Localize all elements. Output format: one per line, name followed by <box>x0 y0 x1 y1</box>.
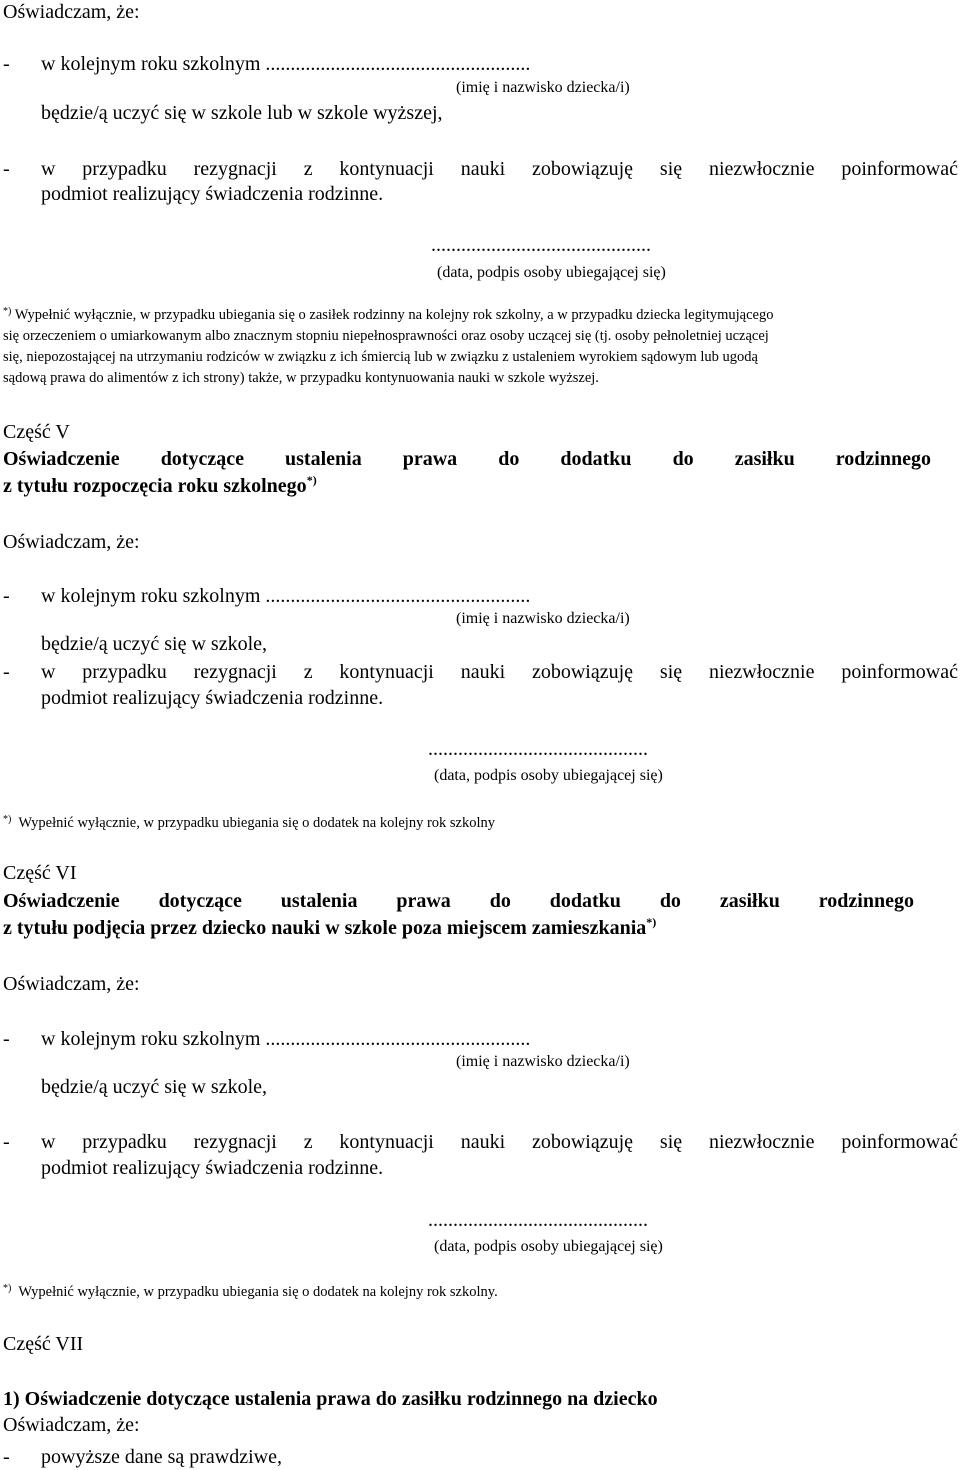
word: w <box>41 1131 56 1153</box>
declaration-intro: Oświadczam, że: <box>3 531 140 553</box>
signature-dots: ............................................ <box>428 738 648 760</box>
word: rezygnacji <box>193 1131 277 1153</box>
word: do <box>672 448 694 470</box>
word: nauki <box>460 1131 506 1153</box>
word: zasiłku <box>734 448 795 470</box>
word: z <box>303 661 313 683</box>
footnote <box>3 305 774 325</box>
section-heading: Część V <box>3 421 70 443</box>
word: poinformować <box>841 158 958 180</box>
footnote-text: Wypełnić wyłącznie, w przypadku ubiegania się o dodatek na kolejny rok szkolny <box>18 815 496 831</box>
word: się <box>659 661 683 683</box>
word: do <box>498 448 520 470</box>
word: ustalenia <box>285 448 362 470</box>
footnote <box>3 1282 498 1302</box>
word: kontynuacji <box>339 1131 434 1153</box>
footnote <box>3 813 495 833</box>
word: nauki <box>460 158 506 180</box>
resignation-statement <box>41 157 958 181</box>
word: przypadku <box>82 661 167 683</box>
word: prawa <box>402 448 458 470</box>
word: do <box>659 890 681 912</box>
school-year-line: w kolejnym roku szkolnym ..................................................... <box>41 1028 531 1050</box>
child-name-caption: (imię i nazwisko dziecka/i) <box>456 610 630 627</box>
section-heading: Część VII <box>3 1333 84 1355</box>
list-dash: - <box>3 1446 10 1468</box>
signature-caption: (data, podpis osoby ubiegającej się) <box>437 264 666 281</box>
section-title: 1) Oświadczenie dotyczące ustalenia prawa do zasiłku rodzinnego na dziecko <box>3 1388 658 1410</box>
word: prawa <box>396 890 451 912</box>
attendance-statement: będzie/ą uczyć się w szkole lub w szkole wyższej, <box>41 102 443 124</box>
word: rodzinnego <box>835 448 931 470</box>
list-dash: - <box>3 1028 10 1050</box>
word: zobowiązuję <box>531 661 634 683</box>
footnote-marker: *) <box>3 1283 12 1294</box>
word: poinformować <box>841 661 958 683</box>
resignation-statement-cont: podmiot realizujący świadczenia rodzinne. <box>41 183 384 205</box>
signature-caption: (data, podpis osoby ubiegającej się) <box>434 1238 663 1255</box>
list-dash: - <box>3 661 10 683</box>
word: kontynuacji <box>339 661 434 683</box>
declaration-intro: Oświadczam, że: <box>3 1 140 23</box>
word: rodzinnego <box>818 890 914 912</box>
word: rezygnacji <box>193 661 277 683</box>
word: zasiłku <box>719 890 780 912</box>
word: przypadku <box>82 1131 167 1153</box>
signature-caption: (data, podpis osoby ubiegającej się) <box>434 767 663 784</box>
footnote-line: Wypełnić wyłącznie, w przypadku ubiegania się o zasiłek rodzinny na kolejny rok szkolny, a w przypadku dziecka legitymującego <box>14 307 774 323</box>
school-year-line: w kolejnym roku szkolnym ..................................................... <box>41 53 531 75</box>
declaration-intro: Oświadczam, że: <box>3 973 140 995</box>
footnote-text: Wypełnić wyłącznie, w przypadku ubiegania się o dodatek na kolejny rok szkolny. <box>18 1284 498 1300</box>
child-name-caption: (imię i nazwisko dziecka/i) <box>456 79 630 96</box>
list-dash: - <box>3 158 10 180</box>
resignation-statement <box>41 1130 958 1154</box>
word: przypadku <box>82 158 167 180</box>
attendance-statement: będzie/ą uczyć się w szkole, <box>41 1076 268 1098</box>
section-title-cont: z tytułu rozpoczęcia roku szkolnego*) <box>3 473 317 497</box>
word: rezygnacji <box>193 158 277 180</box>
section-title <box>3 889 914 913</box>
list-dash: - <box>3 53 10 75</box>
word: z <box>303 1131 313 1153</box>
footnote-marker: *) <box>306 473 317 487</box>
resignation-statement-cont: podmiot realizujący świadczenia rodzinne. <box>41 1157 384 1179</box>
word: dodatku <box>549 890 621 912</box>
child-name-caption: (imię i nazwisko dziecka/i) <box>456 1053 630 1070</box>
word: Oświadczenie <box>3 448 120 470</box>
section-title <box>3 447 931 471</box>
word: ustalenia <box>280 890 358 912</box>
resignation-statement <box>41 660 958 684</box>
word: niezwłocznie <box>708 661 815 683</box>
word: się <box>659 158 683 180</box>
word: do <box>489 890 511 912</box>
list-item: powyższe dane są prawdziwe, <box>41 1446 283 1468</box>
word: nauki <box>460 661 506 683</box>
word: niezwłocznie <box>708 1131 815 1153</box>
word: niezwłocznie <box>708 158 815 180</box>
attendance-statement: będzie/ą uczyć się w szkole, <box>41 633 268 655</box>
list-dash: - <box>3 1131 10 1153</box>
list-dash: - <box>3 585 10 607</box>
footnote-line: sądową prawa do alimentów z ich strony) także, w przypadku kontynuowania nauki w szkole wyższej. <box>3 370 599 386</box>
word: się <box>659 1131 683 1153</box>
footnote-marker: *) <box>3 306 12 317</box>
signature-dots: ............................................ <box>428 1209 648 1231</box>
word: w <box>41 158 56 180</box>
word: w <box>41 661 56 683</box>
word: dotyczące <box>158 890 242 912</box>
signature-dots: ............................................ <box>431 234 651 256</box>
section-title-cont: z tytułu podjęcia przez dziecko nauki w szkole poza miejscem zamieszkania*) <box>3 915 657 939</box>
word: dodatku <box>560 448 632 470</box>
declaration-intro: Oświadczam, że: <box>3 1414 140 1436</box>
footnote-marker: *) <box>646 915 657 929</box>
word: Oświadczenie <box>3 890 120 912</box>
word: poinformować <box>841 1131 958 1153</box>
footnote-line: się orzeczeniem o umiarkowanym albo znacznym stopniu niepełnosprawności oraz osoby uczącej się (tj. osoby pełnoletniej uczącej <box>3 328 769 344</box>
word: z <box>303 158 313 180</box>
word: zobowiązuję <box>531 1131 634 1153</box>
school-year-line: w kolejnym roku szkolnym ..................................................... <box>41 585 531 607</box>
word: kontynuacji <box>339 158 434 180</box>
footnote-line: się, niepozostającej na utrzymaniu rodziców w związku z ich śmiercią lub w związku z ustaleniem wyrokiem sądowym lub ugodą <box>3 349 758 365</box>
word: dotyczące <box>160 448 244 470</box>
word: zobowiązuję <box>531 158 634 180</box>
footnote-marker: *) <box>3 814 12 825</box>
section-heading: Część VI <box>3 862 77 884</box>
resignation-statement-cont: podmiot realizujący świadczenia rodzinne. <box>41 687 384 709</box>
